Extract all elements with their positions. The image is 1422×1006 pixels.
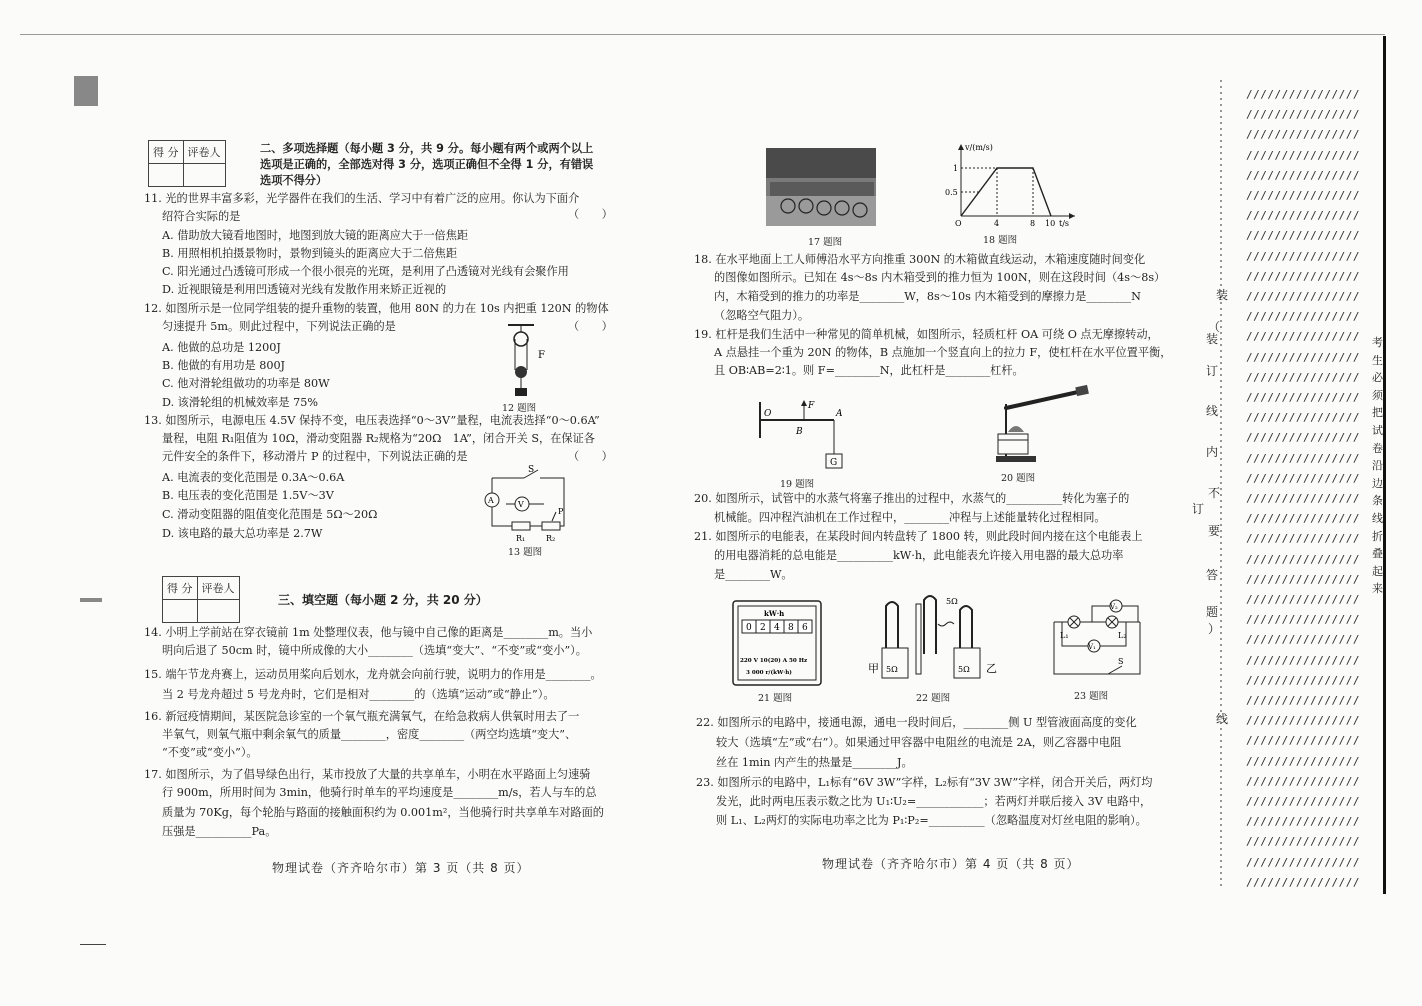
q23-line-2: 发光，此时两电压表示数之比为 U₁∶U₂=____________；若两灯并联后接入 3V 电路中， <box>716 795 1152 808</box>
hatch-line: //////////////// <box>1246 875 1360 889</box>
right-border <box>1383 36 1386 894</box>
v1-label: V₁ <box>1088 643 1096 651</box>
vt-xtick-4: 4 <box>994 219 1000 228</box>
q23-line-3: 则 L₁、L₂两灯的实际电功率之比为 P₁∶P₂=__________（忽略温度对灯丝电阻的影响）。 <box>716 814 1147 827</box>
meter-digit-1: 0 <box>746 623 752 633</box>
q16-line-3: “不变”或“变小”）。 <box>162 746 258 759</box>
v2-label: V₂ <box>1110 603 1118 611</box>
section2-title-3: 选项不得分） <box>260 174 328 187</box>
lamp-l1 <box>1068 616 1080 628</box>
q11-stem-2: 绍符合实际的是 <box>162 210 241 223</box>
grader-label: 评卷人 <box>183 141 225 164</box>
binding-char: 内 <box>1206 445 1219 459</box>
meter-digit-4: 8 <box>788 623 794 633</box>
q14-line-1: 14. 小明上学前站在穿衣镜前 1m 处整理仪表，他与镜中自己像的距离是________m。当小 <box>144 626 593 639</box>
force-label: F <box>538 350 545 361</box>
page-3-footer: 物理试卷（齐齐哈尔市）第 3 页（共 8 页） <box>272 861 530 875</box>
score-table-2 <box>162 576 240 623</box>
lever-f-label: F <box>808 401 815 411</box>
hatch-line: //////////////// <box>1246 168 1360 182</box>
q22-line-2: 较大（选填“左”或“右”）。如果通过甲容器中电阻丝的电流是 2A，则乙容器中电阻 <box>716 736 1122 749</box>
vt-origin: O <box>955 219 962 228</box>
q12-option-a: A. 他做的总功是 1200J <box>162 341 281 354</box>
notice-char: 起 <box>1372 564 1383 578</box>
q12-option-b: B. 他做的有用功是 800J <box>162 359 286 372</box>
lever-b-label: B <box>796 427 803 437</box>
score-label: 得 分 <box>163 577 198 600</box>
q13-stem-2: 量程，电阻 R₁阻值为 10Ω，滑动变阻器 R₂规格为“20Ω 1A”，闭合开关 S，在保证各 <box>162 432 595 445</box>
q11-option-a: A. 借助放大镜看地图时，地图到放大镜的距离应大于一倍焦距 <box>162 229 469 242</box>
resistor-left-label: 5Ω <box>886 665 898 674</box>
switch-label: S <box>528 465 535 475</box>
voltmeter-label: V <box>518 500 524 509</box>
hatch-line: //////////////// <box>1246 815 1360 829</box>
test-tube-figure <box>986 384 1096 464</box>
hatch-line: //////////////// <box>1246 370 1360 384</box>
hatch-line: //////////////// <box>1246 714 1360 728</box>
section2-title-2: 选项是正确的，全部选对得 3 分，选项正确但不全得 1 分，有错误 <box>260 158 594 171</box>
q21-line-2: 的用电器消耗的总电能是__________kW·h，此电能表允许接入用电器的最大总功率 <box>714 549 1124 562</box>
fig18-caption: 18 题图 <box>983 235 1018 246</box>
hatch-line: //////////////// <box>1246 552 1360 566</box>
q21-line-1: 21. 如图所示的电能表，在某段时间内转盘转了 1800 转，则此段时间内接在这个电能表上 <box>694 530 1143 543</box>
q20-line-2: 机械能。四冲程汽油机在工作过程中，________冲程与上述能量转化过程相同。 <box>714 511 1106 524</box>
vt-xlabel: t/s <box>1059 219 1070 228</box>
q13-option-a: A. 电流表的变化范围是 0.3A～0.6A <box>162 471 345 484</box>
q18-line-4: （忽略空气阻力）。 <box>714 309 810 322</box>
hatch-line: //////////////// <box>1246 229 1360 243</box>
q13-bracket: （ ） <box>568 450 613 463</box>
hatch-line: //////////////// <box>1246 310 1360 324</box>
meter-digit-2: 2 <box>760 623 766 633</box>
q12-option-c: C. 他对滑轮组做功的功率是 80W <box>162 377 330 390</box>
notice-char: 沿 <box>1372 459 1383 473</box>
lamp-l2 <box>1106 616 1118 628</box>
hatch-line: //////////////// <box>1246 451 1360 465</box>
q21-line-3: 是________W。 <box>714 568 793 581</box>
pulley-figure <box>500 322 550 398</box>
fig17-caption: 17 题图 <box>808 237 843 248</box>
hatch-line: //////////////// <box>1246 492 1360 505</box>
q12-stem-2: 匀速提升 5m。则此过程中，下列说法正确的是 <box>162 320 396 333</box>
q17-line-3: 质量为 70Kg，每个轮胎与路面的接触面积约为 0.001m²，当他骑行时共享单车对路面的 <box>162 806 604 819</box>
bike-photo <box>766 148 876 226</box>
binding-char: 不 <box>1208 486 1221 500</box>
vt-xtick-8: 8 <box>1030 219 1036 228</box>
binding-char: 装 <box>1206 332 1219 346</box>
hatch-line: //////////////// <box>1246 269 1360 283</box>
notice-char: 把 <box>1372 406 1383 420</box>
binding-char: 线 <box>1216 712 1229 726</box>
lever-a-label: A <box>836 409 843 419</box>
binding-char: （ <box>1208 320 1221 334</box>
score-label: 得 分 <box>149 141 184 164</box>
vt-ytick-1: 1 <box>953 164 959 173</box>
notice-char: 折 <box>1372 529 1383 543</box>
score-table <box>148 140 226 187</box>
notice-char: 边 <box>1372 476 1383 490</box>
q16-line-2: 半氧气，则氧气瓶中剩余氧气的质量________，密度________（两空均选填“变大”、 <box>162 728 577 741</box>
fig21-caption: 21 题图 <box>758 693 793 704</box>
fig19-caption: 19 题图 <box>780 479 815 490</box>
meter-digit-5: 6 <box>802 623 808 633</box>
hatch-line: //////////////// <box>1246 148 1360 162</box>
grader-label: 评卷人 <box>197 577 239 600</box>
q23-line-1: 23. 如图所示的电路中，L₁标有“6V 3W”字样，L₂标有“3V 3W”字样，闭合开关后，两灯均 <box>696 776 1153 789</box>
q11-option-c: C. 阳光通过凸透镜可形成一个很小很亮的光斑，是利用了凸透镜对光线有会聚作用 <box>162 265 569 278</box>
q14-line-2: 明向后退了 50cm 时，镜中所成像的大小________（选填“变大”、“不变”或“变小”）。 <box>162 644 587 657</box>
ammeter-label: A <box>488 496 494 505</box>
fig23-caption: 23 题图 <box>1074 691 1109 702</box>
notice-char: 叠 <box>1372 547 1383 561</box>
r1-label: R₁ <box>516 534 526 543</box>
scan-mark <box>80 944 106 945</box>
q17-line-1: 17. 如图所示，为了倡导绿色出行，某市投放了大量的共享单车，小明在水平路面上匀速骑 <box>144 768 591 781</box>
hatch-line: //////////////// <box>1246 128 1360 142</box>
fig22-caption: 22 题图 <box>916 693 951 704</box>
q15-line-2: 当 2 号龙舟超过 5 号龙舟时，它们是相对________的（选填“运动”或“静止”）。 <box>162 688 555 701</box>
fig20-caption: 20 题图 <box>1001 473 1036 484</box>
binding-char: 装 <box>1216 288 1229 302</box>
q15-line-1: 15. 端午节龙舟赛上，运动员用桨向后划水，龙舟就会向前行驶，说明力的作用是________。 <box>144 668 602 681</box>
section2-title-1: 二、多项选择题（每小题 3 分，共 9 分。每小题有两个或两个以上 <box>260 142 594 155</box>
hatch-line: //////////////// <box>1246 694 1360 707</box>
meter-digit-3: 4 <box>774 623 780 633</box>
hatch-line: //////////////// <box>1246 512 1360 526</box>
notice-char: 来 <box>1372 582 1383 596</box>
hatch-line: //////////////// <box>1246 189 1360 202</box>
meter-spec: 220 V 10(20) A 50 Hz <box>740 658 808 664</box>
hatch-line: //////////////// <box>1246 411 1360 425</box>
score-cell <box>149 164 184 187</box>
q12-stem-1: 12. 如图所示是一位同学组装的提升重物的装置，他用 80N 的力在 10s 内把重 120N 的物体 <box>144 302 609 315</box>
binding-char: 线 <box>1206 404 1219 418</box>
q13-option-b: B. 电压表的变化范围是 1.5V～3V <box>162 489 334 502</box>
page-3 <box>138 0 638 1006</box>
hatch-line: //////////////// <box>1246 330 1360 344</box>
circuit-13-figure <box>478 464 578 544</box>
container-yi-label: 乙 <box>986 662 997 675</box>
slider-label: P <box>558 507 564 516</box>
binding-char: 答 <box>1206 568 1219 582</box>
q11-bracket: （ ） <box>568 208 613 221</box>
hatch-line: //////////////// <box>1246 774 1360 788</box>
q17-line-2: 行 900m，所用时间为 3min，他骑行时单车的平均速度是________m/s，若人与车的总 <box>162 786 597 799</box>
binding-char: ） <box>1208 622 1221 636</box>
page-4 <box>688 0 1198 1006</box>
vt-xtick-10: 10 <box>1045 219 1056 228</box>
notice-char: 条 <box>1372 494 1383 508</box>
fig13-caption: 13 题图 <box>508 547 543 558</box>
q11-option-b: B. 用照相机拍摄景物时，景物到镜头的距离应大于二倍焦距 <box>162 247 458 260</box>
notice-char: 生 <box>1372 353 1383 367</box>
lever-figure <box>754 398 854 472</box>
hatch-line: //////////////// <box>1246 209 1360 223</box>
q17-line-4: 压强是__________Pa。 <box>162 825 277 838</box>
hatch-line: //////////////// <box>1246 835 1360 849</box>
fig12-caption: 12 题图 <box>502 403 537 414</box>
hatch-line: //////////////// <box>1246 532 1360 546</box>
q11-stem-1: 11. 光的世界丰富多彩，光学器件在我们的生活、学习中有着广泛的应用。你认为下面介 <box>144 192 580 205</box>
q19-line-3: 且 OB∶AB=2∶1。则 F=________N，此杠杆是________杠杆。 <box>714 364 1024 377</box>
lever-g-label: G <box>830 458 838 468</box>
vt-ylabel: v/(m/s) <box>965 143 993 152</box>
binding-char: 题 <box>1206 605 1219 619</box>
meter-digits <box>742 620 812 633</box>
hatch-line: //////////////// <box>1246 290 1360 303</box>
q12-option-d: D. 该滑轮组的机械效率是 75% <box>162 396 318 409</box>
notice-char: 须 <box>1372 388 1383 402</box>
grader-cell <box>183 164 225 187</box>
hatch-line: //////////////// <box>1246 471 1360 485</box>
l1-label: L₁ <box>1060 631 1069 640</box>
q19-line-1: 19. 杠杆是我们生活中一种常见的简单机械，如图所示，轻质杠杆 OA 可绕 O 点无摩擦转动， <box>694 328 1159 341</box>
l2-label: L₂ <box>1118 631 1127 640</box>
binding-char: 要 <box>1208 524 1221 538</box>
q18-line-1: 18. 在水平地面上工人师傅沿水平方向推重 300N 的木箱做直线运动，木箱速度随时间变化 <box>694 253 1146 266</box>
q22-line-1: 22. 如图所示的电路中，接通电源，通电一段时间后，________侧 U 型管液面高度的变化 <box>696 716 1137 729</box>
hatch-line: //////////////// <box>1246 653 1360 667</box>
r2-label: R₂ <box>546 534 556 543</box>
vt-ytick-05: 0.5 <box>945 188 958 197</box>
binding-char: 订 <box>1192 502 1205 516</box>
resistor-top-label: 5Ω <box>946 597 958 606</box>
notice-char: 线 <box>1372 512 1383 525</box>
hatch-line: //////////////// <box>1246 391 1360 404</box>
section3-title: 三、填空题（每小题 2 分，共 20 分） <box>278 593 488 607</box>
hatch-line: //////////////// <box>1246 633 1360 647</box>
vt-graph <box>943 140 1083 230</box>
q12-bracket: （ ） <box>568 320 613 333</box>
hatch-line: //////////////// <box>1246 572 1360 586</box>
hatch-line: //////////////// <box>1246 350 1360 364</box>
q13-option-c: C. 滑动变阻器的阻值变化范围是 5Ω～20Ω <box>162 508 378 521</box>
binding-char: 订 <box>1206 364 1219 378</box>
q16-line-1: 16. 新冠疫情期间，某医院急诊室的一个氧气瓶充满氧气，在给急救病人供氧时用去了一 <box>144 710 580 723</box>
container-jia-label: 甲 <box>868 662 879 675</box>
q18-line-3: 内，木箱受到的推力的功率是________W，8s～10s 内木箱受到的摩擦力是________N <box>714 290 1141 303</box>
hatch-line: //////////////// <box>1246 431 1360 445</box>
scan-mark <box>80 598 102 602</box>
score-cell <box>163 600 198 623</box>
resistor-right-label: 5Ω <box>958 665 970 674</box>
q13-stem-1: 13. 如图所示，电源电压 4.5V 保持不变，电压表选择“0～3V”量程，电流表选择“0～0.6A” <box>144 414 600 427</box>
notice-char: 必 <box>1372 371 1383 385</box>
page-4-footer: 物理试卷（齐齐哈尔市）第 4 页（共 8 页） <box>822 857 1080 871</box>
u-tube-figure <box>860 594 1010 684</box>
meter-unit: kW·h <box>764 609 785 618</box>
q11-option-d: D. 近视眼镜是利用凹透镜对光线有发散作用来矫正近视的 <box>162 283 447 296</box>
hatch-line: //////////////// <box>1246 795 1360 808</box>
circuit-23-figure <box>1048 598 1148 682</box>
hatch-line: //////////////// <box>1246 613 1360 627</box>
q18-line-2: 的图像如图所示。已知在 4s～8s 内木箱受到的推力恒为 100N，则在这段时间（4s～8s） <box>714 271 1166 284</box>
hatch-line: //////////////// <box>1246 593 1360 606</box>
hatch-line: //////////////// <box>1246 673 1360 687</box>
notice-char: 卷 <box>1372 441 1383 455</box>
scan-mark <box>74 76 98 106</box>
hatch-line: //////////////// <box>1246 754 1360 768</box>
switch23-label: S <box>1118 657 1124 666</box>
q22-line-3: 丝在 1min 内产生的热量是________J。 <box>716 756 913 769</box>
lever-o-label: O <box>764 409 772 419</box>
hatch-line: //////////////// <box>1246 88 1360 101</box>
hatch-line: //////////////// <box>1246 734 1360 748</box>
hatch-line: //////////////// <box>1246 249 1360 263</box>
hatch-line: //////////////// <box>1246 855 1360 869</box>
q20-line-1: 20. 如图所示，试管中的水蒸气将塞子推出的过程中，水蒸气的__________转化为塞子的 <box>694 492 1130 505</box>
grader-cell <box>197 600 239 623</box>
energy-meter-figure <box>732 600 822 686</box>
hatch-line: //////////////// <box>1246 108 1360 122</box>
notice-char: 考 <box>1372 336 1383 349</box>
notice-char: 试 <box>1372 424 1383 437</box>
q13-stem-3: 元件安全的条件下，移动滑片 P 的过程中，下列说法正确的是 <box>162 450 468 463</box>
q13-option-d: D. 该电路的最大总功率是 2.7W <box>162 527 323 540</box>
meter-rev: 3 000 r/(kW·h) <box>746 670 792 676</box>
q19-line-2: A 点悬挂一个重为 20N 的物体，B 点施加一个竖直向上的拉力 F，使杠杆在水平位置平衡， <box>714 346 1172 359</box>
